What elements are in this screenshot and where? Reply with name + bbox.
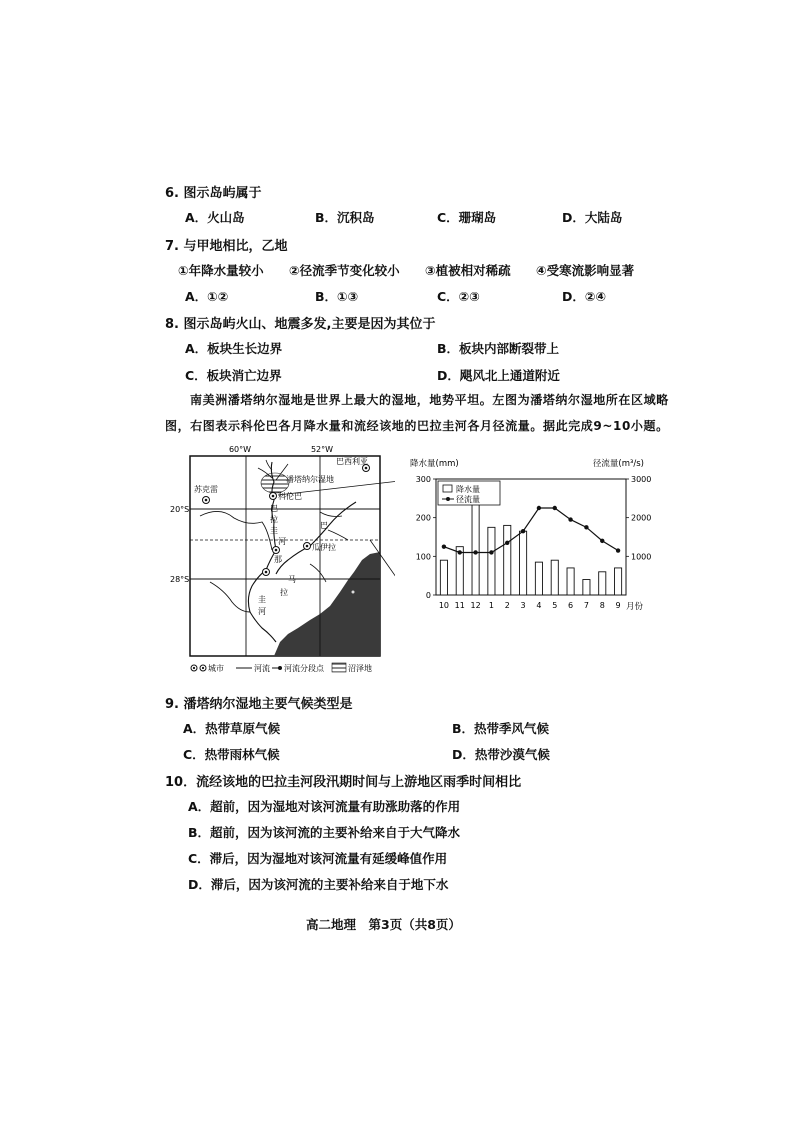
q10-option-a: A．超前，因为湿地对该河流量有助涨助落的作用 [188, 799, 461, 814]
q8-option-a: A．板块生长边界 [185, 341, 283, 356]
runoff-point-7 [584, 525, 588, 529]
q6-option-d: D．大陆岛 [562, 210, 623, 225]
q8-option-b: B．板块内部断裂带上 [437, 341, 560, 356]
x-tick-label: 9 [615, 601, 621, 610]
chart-ylabel-left: 降水量(mm) [410, 459, 459, 469]
legend-runoff: 径流量 [456, 495, 480, 504]
label-28s: 28°S [170, 575, 190, 584]
runoff-point-4 [537, 506, 541, 510]
q7-stem: 7. 与甲地相比，乙地 [165, 239, 288, 254]
q10-option-d: D．滞后，因为该河流的主要补给来自于地下水 [188, 877, 449, 892]
x-tick-label: 4 [536, 601, 542, 610]
label-na: 那 [274, 555, 282, 564]
q10-option-c: C．滞后，因为湿地对该河流量有延缓峰值作用 [188, 851, 448, 866]
label-ba: 巴 [320, 521, 328, 530]
label-paraguay-3: 圭 [270, 526, 278, 535]
x-tick-label: 3 [520, 601, 526, 610]
q6-option-b: B．沉积岛 [315, 210, 375, 225]
right-tick-label: 2000 [631, 513, 652, 523]
q6-option-a: A．火山岛 [185, 210, 245, 225]
precip-bar-3 [520, 531, 527, 595]
q7-option-d: D．②④ [562, 289, 607, 304]
runoff-point-12 [473, 550, 477, 554]
q9-option-d: D．热带沙漠气候 [452, 747, 550, 762]
precip-bar-7 [583, 580, 590, 595]
q8-option-d: D．飓风北上通道附近 [437, 368, 560, 383]
q9-option-a: A．热带草原气候 [183, 721, 281, 736]
runoff-series-line [444, 508, 618, 552]
legend-city: 城市 [208, 664, 224, 673]
label-parana-3: 圭 [258, 595, 266, 604]
q7-option-b: B．①③ [315, 289, 359, 304]
runoff-point-3 [521, 529, 525, 533]
runoff-point-1 [489, 550, 493, 554]
q9-option-c: C．热带雨林气候 [183, 747, 280, 762]
q7-option-c: C．②③ [437, 289, 480, 304]
precip-bar-5 [551, 560, 558, 595]
right-tick-label: 1000 [631, 552, 652, 562]
city-corumba [270, 493, 277, 500]
q6-option-c: C．珊瑚岛 [437, 210, 497, 225]
x-tick-label: 6 [568, 601, 574, 610]
precip-bar-8 [599, 572, 606, 595]
page-footer: 高二地理 第3页（共8页） [306, 917, 461, 932]
label-corumba: 科伦巴 [278, 492, 302, 501]
right-tick-label: 3000 [631, 475, 652, 484]
city-guayra [304, 543, 311, 550]
x-tick-label: 11 [454, 601, 465, 610]
label-sucre: 苏克雷 [194, 485, 218, 494]
q8-stem: 8. 图示岛屿火山、地震多发,主要是因为其位于 [165, 317, 436, 332]
precip-bar-10 [440, 560, 447, 595]
q8-option-c: C．板块消亡边界 [185, 368, 282, 383]
x-tick-label: 7 [583, 601, 589, 610]
runoff-point-2 [505, 541, 509, 545]
label-paraguay-2: 拉 [270, 515, 278, 524]
q10-stem: 10．流经该地的巴拉圭河段汛期时间与上游地区雨季时间相比 [165, 775, 522, 790]
q7-statement-4: ④受寒流影响显著 [536, 263, 635, 278]
runoff-point-11 [458, 550, 462, 554]
offshore-island [352, 591, 355, 594]
pantanal-swamp [261, 473, 289, 493]
city-sucre [203, 497, 210, 504]
q7-statement-2: ②径流季节变化较小 [289, 263, 400, 278]
legend-river: 河流 [254, 664, 270, 673]
q7-statement-1: ①年降水量较小 [178, 263, 264, 278]
runoff-point-8 [600, 539, 604, 543]
label-parana-1: 马 [288, 575, 296, 584]
q7-option-a: A．①② [185, 289, 229, 304]
left-tick-label: 200 [415, 513, 431, 523]
runoff-point-10 [442, 544, 446, 548]
segment-point-2 [263, 569, 270, 576]
intro-line-2: 图，右图表示科伦巴各月降水量和流经该地的巴拉圭河各月径流量。据此完成9~10小题。 [165, 419, 669, 433]
label-pantanal: 潘塔纳尔湿地 [286, 475, 334, 484]
q10-option-b: B．超前，因为该河流的主要补给来自于大气降水 [188, 825, 461, 840]
intro-line-1: 南美洲潘塔纳尔湿地是世界上最大的湿地，地势平坦。左图为潘塔纳尔湿地所在区域略 [190, 393, 669, 407]
q7-statement-3: ③植被相对稀疏 [425, 263, 511, 278]
label-brazilia: 巴西利亚 [336, 457, 368, 466]
label-parana-4: 河 [258, 607, 266, 616]
label-guayra: 瓜伊拉 [312, 543, 336, 552]
label-60w: 60°W [228, 445, 252, 454]
label-52w: 52°W [310, 445, 334, 454]
map-legend [191, 663, 372, 673]
runoff-point-6 [568, 517, 572, 521]
climate-runoff-chart [400, 452, 660, 617]
x-tick-label: 12 [470, 601, 481, 610]
runoff-point-5 [553, 506, 557, 510]
legend-precip: 降水量 [456, 485, 480, 494]
legend-segment: 河流分段点 [284, 664, 324, 673]
x-tick-label: 1 [488, 601, 494, 610]
label-20s: 20°S [170, 505, 190, 514]
label-paraguay-4: 河 [278, 537, 286, 546]
x-tick-label: 2 [504, 601, 510, 610]
chart-legend [438, 481, 500, 505]
left-tick-label: 300 [415, 475, 431, 484]
chart-x-unit: 月份 [626, 602, 644, 612]
chart-ylabel-right: 径流量(m³/s) [592, 459, 644, 469]
q6-stem: 6. 图示岛屿属于 [165, 186, 262, 201]
region-map [170, 442, 395, 682]
q9-stem: 9. 潘塔纳尔湿地主要气候类型是 [165, 697, 353, 712]
label-parana-2: 拉 [280, 588, 288, 597]
precip-bar-6 [567, 568, 574, 595]
left-tick-label: 100 [415, 552, 431, 562]
precip-bar-1 [488, 527, 495, 595]
segment-point-1 [273, 547, 280, 554]
x-tick-label: 10 [438, 601, 450, 610]
runoff-point-9 [616, 548, 620, 552]
x-tick-label: 8 [599, 601, 605, 610]
precip-bar-9 [615, 568, 622, 595]
x-tick-label: 5 [552, 601, 558, 610]
precip-bar-12 [472, 502, 479, 595]
q9-option-b: B．热带季风气候 [452, 721, 550, 736]
legend-swamp: 沼泽地 [348, 664, 372, 673]
precip-bar-4 [535, 562, 542, 595]
label-paraguay-1: 巴 [270, 504, 278, 513]
left-tick-label: 0 [425, 591, 431, 600]
precip-bar-2 [504, 525, 511, 595]
